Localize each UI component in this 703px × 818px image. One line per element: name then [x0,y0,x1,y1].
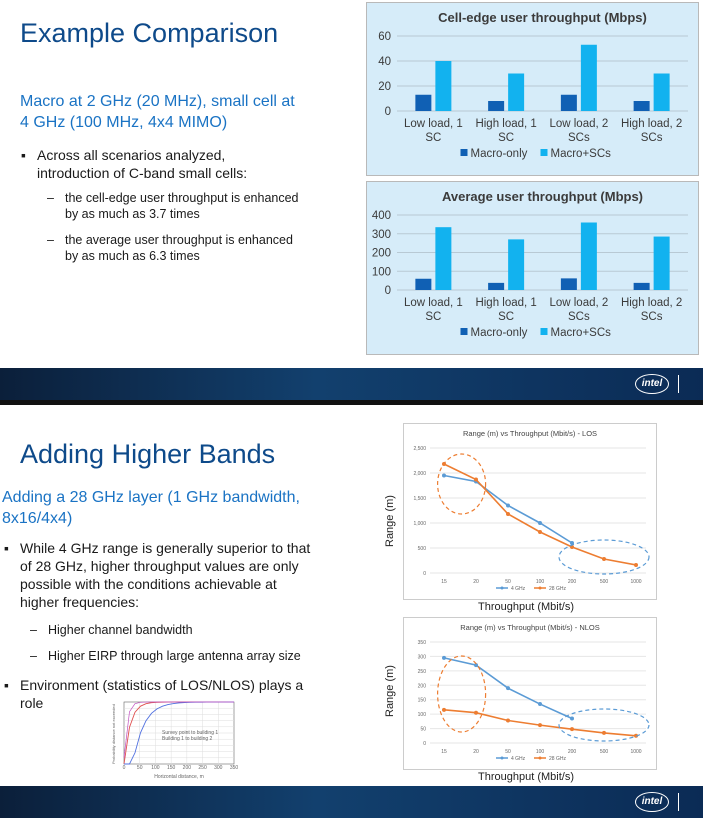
data-point [602,557,606,561]
y-tick-label: 60 [378,31,391,43]
series-line [444,464,636,565]
category-label: Low load, 2 [549,118,609,130]
slide-title: Adding Higher Bands [20,439,276,469]
x-tick-label: 1000 [630,749,642,755]
bar-macro-only [634,283,650,290]
y-tick-label: 250 [417,668,426,675]
bullet-text: of 28 GHz, higher throughput values are only [20,558,299,574]
bullet-text: role [20,695,44,711]
x-tick-label: 50 [136,765,143,771]
category-label: Low load, 2 [549,297,609,309]
bar-macro-scs [654,237,670,290]
data-point [506,718,510,722]
slide-adding-higher-bands [0,405,703,818]
x-tick-label: 0 [122,765,126,771]
bar-macro-only [634,101,650,111]
legend-marker [539,587,542,590]
slide-subtitle [20,91,295,133]
x-tick-label: 350 [229,765,238,771]
bar-macro-only [415,279,431,290]
slide-title: Example Comparison [20,18,279,48]
y-tick-label: 50 [420,726,426,733]
sub-bullet-text: by as much as 3.7 times [65,207,200,221]
footer-bar [0,786,703,818]
sub-bullet [47,232,293,264]
bar-macro-scs [581,223,597,291]
x-tick-label: 250 [198,765,207,771]
intel-logo: intel [635,792,669,812]
bar-chart-svg [367,182,698,354]
y-tick-label: 350 [417,640,426,646]
x-tick-label: 100 [151,765,160,771]
legend-swatch [461,328,468,335]
legend-label: Macro+SCs [550,148,611,160]
x-tick-label: 20 [473,579,479,585]
x-tick-label: 100 [535,749,545,755]
category-label: Low load, 1 [403,118,463,130]
slide-example-comparison [0,0,703,400]
x-tick-label: 500 [599,749,609,755]
x-tick-label: 15 [441,749,447,755]
data-point [570,716,574,720]
sub-bullet-text: by as much as 6.3 times [65,249,200,263]
bar-macro-only [415,95,431,111]
y-tick-label: 2,500 [413,446,426,452]
data-point [602,731,606,735]
y-tick-label: 150 [417,697,426,704]
data-point [538,521,542,525]
y-tick-label: 200 [371,247,391,260]
dash-marker: – [47,191,54,205]
dash-marker: – [30,623,37,637]
data-point [506,504,510,508]
sub-bullet-text: Higher channel bandwidth [48,623,193,637]
data-point [538,723,542,727]
y-tick-label: 400 [371,210,391,222]
legend-swatch [541,328,548,335]
cell-edge-throughput-chart [366,2,699,176]
bullet-marker: ▪ [4,677,9,693]
data-point [538,702,542,706]
subtitle-line: Macro at 2 GHz (20 MHz), small cell at [20,93,295,110]
distance-probability-plot [110,700,238,780]
x-tick-label: 200 [567,749,577,755]
data-point [506,686,510,690]
bullet-text: Environment (statistics of LOS/NLOS) plays a [20,677,304,693]
sub-bullet-text: the average user throughput is enhanced [65,233,293,247]
sub-bullet [47,190,299,222]
sub-bullet [30,648,301,664]
sub-bullet [30,622,193,638]
category-label: Low load, 1 [403,297,463,309]
average-throughput-chart [366,181,699,355]
footer-bar [0,368,703,400]
bullet-marker: ▪ [4,540,9,556]
category-label: High load, 2 [620,118,683,130]
bar-macro-scs [435,61,451,111]
data-point [442,708,446,712]
dash-marker: – [30,649,37,663]
y-tick-label: 500 [417,546,426,552]
y-axis-label: Probability distance not exceeded [111,704,116,764]
line-chart-svg [404,618,656,769]
subtitle-line: 4 GHz (100 MHz, 4x4 MIMO) [20,114,228,131]
category-label: SCs [568,132,590,144]
legend-label: 4 GHz [511,756,526,762]
sub-bullet-text: the cell-edge user throughput is enhanced [65,191,299,205]
subtitle-line: 8x16/4x4) [2,510,73,527]
legend-label: 28 GHz [549,756,566,762]
x-tick-label: 15 [441,579,447,585]
bar-macro-scs [508,74,524,112]
data-point [570,727,574,731]
category-label: SCs [568,311,590,323]
y-tick-label: 100 [417,712,426,719]
y-axis-label-los: Range (m) [384,495,396,547]
data-point [474,711,478,715]
highlight-ellipse-low-throughput [438,656,486,732]
bar-macro-only [561,95,577,111]
dash-marker: – [47,233,54,247]
x-tick-label: 20 [473,749,479,755]
range-los-chart [403,423,657,600]
legend-label: 28 GHz [549,586,566,592]
category-label: High load, 2 [620,297,683,309]
bullet-point [4,539,311,611]
legend-marker [501,587,504,590]
data-point [538,530,542,534]
y-tick-label: 0 [384,285,391,297]
bullet-point [21,146,248,182]
data-point [442,474,446,478]
x-tick-label: 150 [166,765,176,771]
footer-divider [678,793,679,811]
intel-logo: intel [635,374,669,394]
y-tick-label: 300 [371,228,391,241]
bullet-text: higher frequencies: [20,594,140,610]
bar-macro-only [561,278,577,290]
data-point [442,656,446,660]
y-tick-label: 40 [378,56,391,68]
category-label: SC [425,132,442,144]
data-point [506,512,510,516]
category-label: SC [498,132,515,144]
bullet-text: introduction of C-band small cells: [37,165,248,181]
legend-marker [539,757,542,760]
bar-macro-only [488,283,504,290]
x-tick-label: 200 [182,765,192,771]
legend-swatch [461,149,468,156]
data-point [474,478,478,482]
line-chart-svg [404,424,656,599]
y-tick-label: 1,000 [413,521,426,527]
x-axis-label-los: Throughput (Mbit/s) [478,601,574,613]
y-tick-label: 0 [423,571,426,577]
legend-label: Macro-only [470,148,528,160]
x-tick-label: 50 [505,749,511,755]
legend-swatch [541,149,548,156]
category-label: SCs [640,311,663,323]
subtitle-line: Adding a 28 GHz layer (1 GHz bandwidth, [2,489,300,506]
x-tick-label: 200 [567,579,577,585]
category-label: High load, 1 [475,297,537,309]
x-tick-label: 1000 [630,579,642,585]
chart-title: Cell-edge user throughput (Mbps) [438,10,647,25]
y-tick-label: 300 [417,654,426,661]
legend-label: 4 GHz [511,586,526,592]
legend-label: Survey point to building 1 [162,730,219,736]
chart-title: Range (m) vs Throughput (Mbit/s) - LOS [462,429,598,438]
legend-label: Macro-only [470,327,528,339]
bar-macro-scs [435,227,451,290]
bar-chart-svg [367,3,698,175]
data-point [634,563,638,567]
x-axis-label: Horizontal distance, m [154,774,204,780]
y-tick-label: 0 [384,106,391,118]
legend-label: Building 1 to building 2 [162,736,213,742]
x-tick-label: 300 [214,765,223,771]
category-label: SC [498,311,515,323]
range-nlos-chart [403,617,657,770]
bar-macro-scs [654,74,670,112]
series-line [444,476,572,544]
footer-divider [678,375,679,393]
category-label: SC [425,311,442,323]
bullet-text: Across all scenarios analyzed, [37,147,226,163]
y-tick-label: 20 [378,81,391,93]
y-tick-label: 200 [417,683,426,690]
y-tick-label: 2,000 [413,471,426,477]
category-label: High load, 1 [475,118,537,130]
slide-subtitle [2,487,300,529]
bullet-marker: ▪ [21,147,26,163]
bar-macro-only [488,101,504,111]
mini-plot-svg [110,700,238,780]
bar-macro-scs [508,239,524,290]
x-tick-label: 100 [535,579,545,585]
bullet-text: While 4 GHz range is generally superior to that [20,540,311,556]
bar-macro-scs [581,45,597,111]
x-tick-label: 50 [505,579,511,585]
chart-title: Average user throughput (Mbps) [441,189,644,204]
bullet-text: possible with the conditions achievable at [20,576,277,592]
y-axis-label-nlos: Range (m) [384,665,396,717]
y-tick-label: 100 [371,266,391,279]
sub-bullet-text: Higher EIRP through large antenna array size [48,649,301,663]
legend-marker [501,757,504,760]
y-tick-label: 1,500 [413,496,426,502]
legend-label: Macro+SCs [550,327,611,339]
y-tick-label: 0 [423,741,426,747]
chart-title: Range (m) vs Throughput (Mbit/s) - NLOS [460,623,600,632]
x-axis-label-nlos: Throughput (Mbit/s) [478,771,574,783]
x-tick-label: 500 [599,579,609,585]
category-label: SCs [640,132,663,144]
